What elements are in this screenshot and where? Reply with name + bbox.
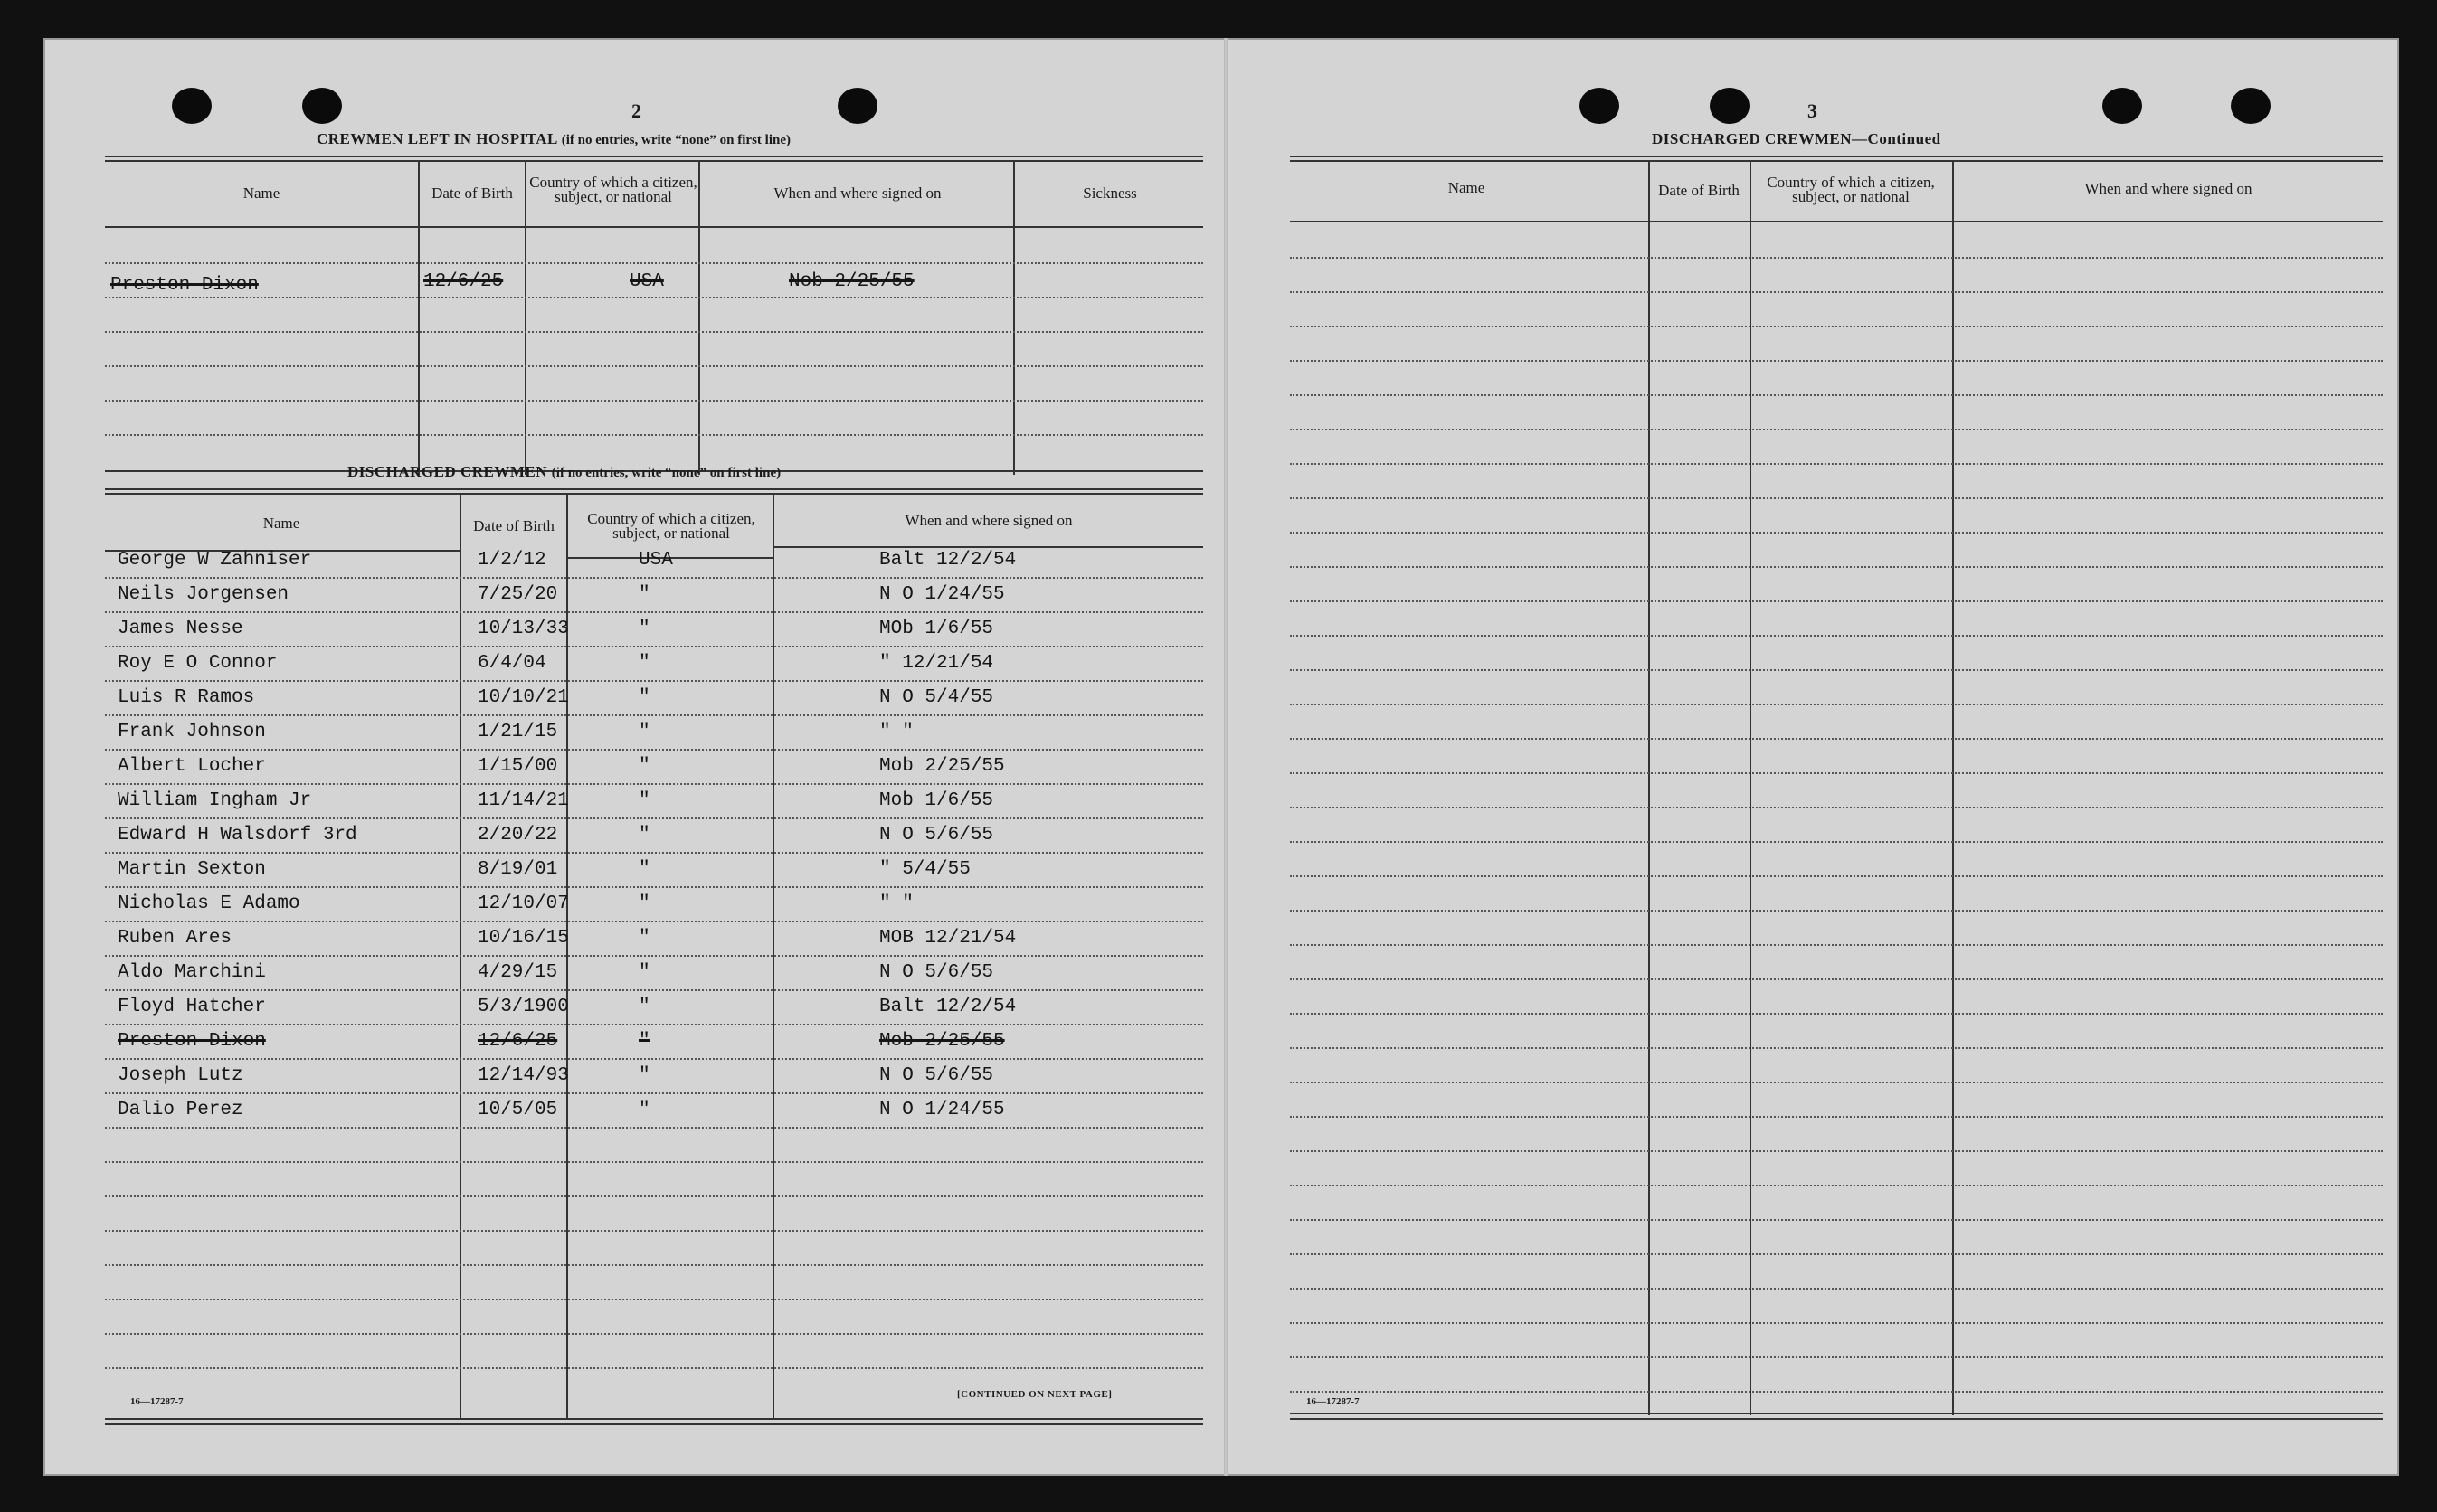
hospital-row-dob: 12/6/25 [423,271,504,292]
crew-dob: 12/10/07 [478,893,569,914]
crew-name: Martin Sexton [118,859,266,880]
col-header-country: Country of which a citizen, subject, or national [587,510,755,542]
crew-country: " [639,722,650,742]
crew-dob: 1/21/15 [478,722,558,742]
crew-dob: 1/15/00 [478,756,558,777]
crew-country: " [639,653,650,674]
form-number: 16—17287-7 [1306,1396,1360,1407]
crew-name: Neils Jorgensen [118,584,289,605]
punch-hole [302,88,342,124]
crew-signed-on: N O 1/24/55 [879,584,1005,605]
crew-dob: 10/5/05 [478,1100,558,1120]
crew-country: " [639,584,650,605]
form-number: 16—17287-7 [130,1396,184,1407]
crew-dob: 5/3/1900 [478,997,569,1017]
crew-dob: 12/6/25 [478,1031,558,1052]
hospital-row-signed-on: Nob 2/25/55 [789,271,915,292]
crew-country: " [639,859,650,880]
col-header-signed-on: When and where signed on [905,512,1073,529]
punch-hole [172,88,212,124]
crew-signed-on: " " [879,893,914,914]
crew-dob: 6/4/04 [478,653,546,674]
punch-hole [838,88,877,124]
crew-country: " [639,756,650,777]
crew-signed-on: N O 5/6/55 [879,962,994,983]
crew-signed-on: N O 5/4/55 [879,687,994,708]
crew-dob: 8/19/01 [478,859,558,880]
punch-hole [2231,88,2271,124]
crew-name: Ruben Ares [118,928,232,949]
crew-country: " [639,790,650,811]
crew-signed-on: MOb 1/6/55 [879,619,994,639]
crew-signed-on: Mob 2/25/55 [879,1031,1005,1052]
crew-country: " [639,997,650,1017]
crew-name: Floyd Hatcher [118,997,266,1017]
crew-name: Edward H Walsdorf 3rd [118,825,357,846]
crew-name: Albert Locher [118,756,266,777]
hospital-note: (if no entries, write “none” on first line) [561,133,791,147]
crew-country: " [639,962,650,983]
page-number: 2 [631,99,641,122]
crew-name: Joseph Lutz [118,1065,243,1086]
crew-name: Preston Dixon [118,1031,266,1052]
crew-dob: 2/20/22 [478,825,558,846]
col-header-country: Country of which a citizen, subject, or national [1767,174,1935,205]
crew-dob: 11/14/21 [478,790,569,811]
crew-signed-on: Balt 12/2/54 [879,550,1017,571]
crew-dob: 10/13/33 [478,619,569,639]
hospital-row-country: USA [630,271,664,292]
crew-signed-on: Mob 2/25/55 [879,756,1005,777]
continued-note: [CONTINUED ON NEXT PAGE] [957,1389,1113,1400]
hospital-section-title [317,130,791,148]
col-header-name: Name [1447,179,1485,196]
crew-dob: 1/2/12 [478,550,546,571]
crew-dob: 7/25/20 [478,584,558,605]
discharged-title: DISCHARGED CREWMEN [347,463,548,480]
page-fold [1224,38,1228,1476]
col-header-dob: Date of Birth [431,184,513,202]
col-header-signed-on: When and where signed on [2084,180,2252,197]
crew-signed-on: " " [879,722,914,742]
hospital-title: CREWMEN LEFT IN HOSPITAL [317,130,557,147]
crew-signed-on: Balt 12/2/54 [879,997,1017,1017]
crew-name: Roy E O Connor [118,653,278,674]
crew-signed-on: N O 5/6/55 [879,825,994,846]
crew-country: " [639,1065,650,1086]
crew-dob: 10/10/21 [478,687,569,708]
crew-signed-on: N O 5/6/55 [879,1065,994,1086]
crew-dob: 10/16/15 [478,928,569,949]
col-header-name: Name [262,515,300,532]
punch-hole [1710,88,1750,124]
crew-name: William Ingham Jr [118,790,312,811]
crew-dob: 4/29/15 [478,962,558,983]
crew-signed-on: Mob 1/6/55 [879,790,994,811]
col-header-signed-on: When and where signed on [773,184,942,202]
col-header-name: Name [242,184,280,202]
discharged-note: (if no entries, write “none” on first line) [551,466,782,480]
col-header-dob: Date of Birth [1658,182,1740,199]
crew-name: Luis R Ramos [118,687,255,708]
crew-country: " [639,928,650,949]
crew-country: " [639,687,650,708]
hospital-row-name: Preston Dixon [110,275,259,296]
discharged-table [105,488,1203,1429]
discharged-continued-table [1290,156,2383,1422]
crew-dob: 12/14/93 [478,1065,569,1086]
col-header-country: Country of which a citizen, subject, or national [529,174,697,205]
crew-name: Aldo Marchini [118,962,266,983]
crew-signed-on: " 5/4/55 [879,859,971,880]
crew-name: Nicholas E Adamo [118,893,300,914]
col-header-dob: Date of Birth [473,517,555,534]
punch-hole [1579,88,1619,124]
crew-name: Dalio Perez [118,1100,243,1120]
crew-signed-on: MOB 12/21/54 [879,928,1017,949]
hospital-table [105,156,1203,472]
discharged-section-title [347,463,781,481]
crew-name: George W Zahniser [118,550,312,571]
crew-country: " [639,893,650,914]
document-sheet [43,38,2399,1476]
page-number: 3 [1807,99,1817,122]
punch-hole [2102,88,2142,124]
crew-country: " [639,1100,650,1120]
crew-country: " [639,619,650,639]
crew-signed-on: " 12/21/54 [879,653,994,674]
crew-name: James Nesse [118,619,243,639]
crew-country: " [639,825,650,846]
crew-country: " [639,1031,650,1052]
discharged-continued-title: DISCHARGED CREWMEN—Continued [1652,130,1941,147]
col-header-sickness: Sickness [1083,184,1137,202]
crew-name: Frank Johnson [118,722,266,742]
crew-country: USA [639,550,673,571]
crew-signed-on: N O 1/24/55 [879,1100,1005,1120]
